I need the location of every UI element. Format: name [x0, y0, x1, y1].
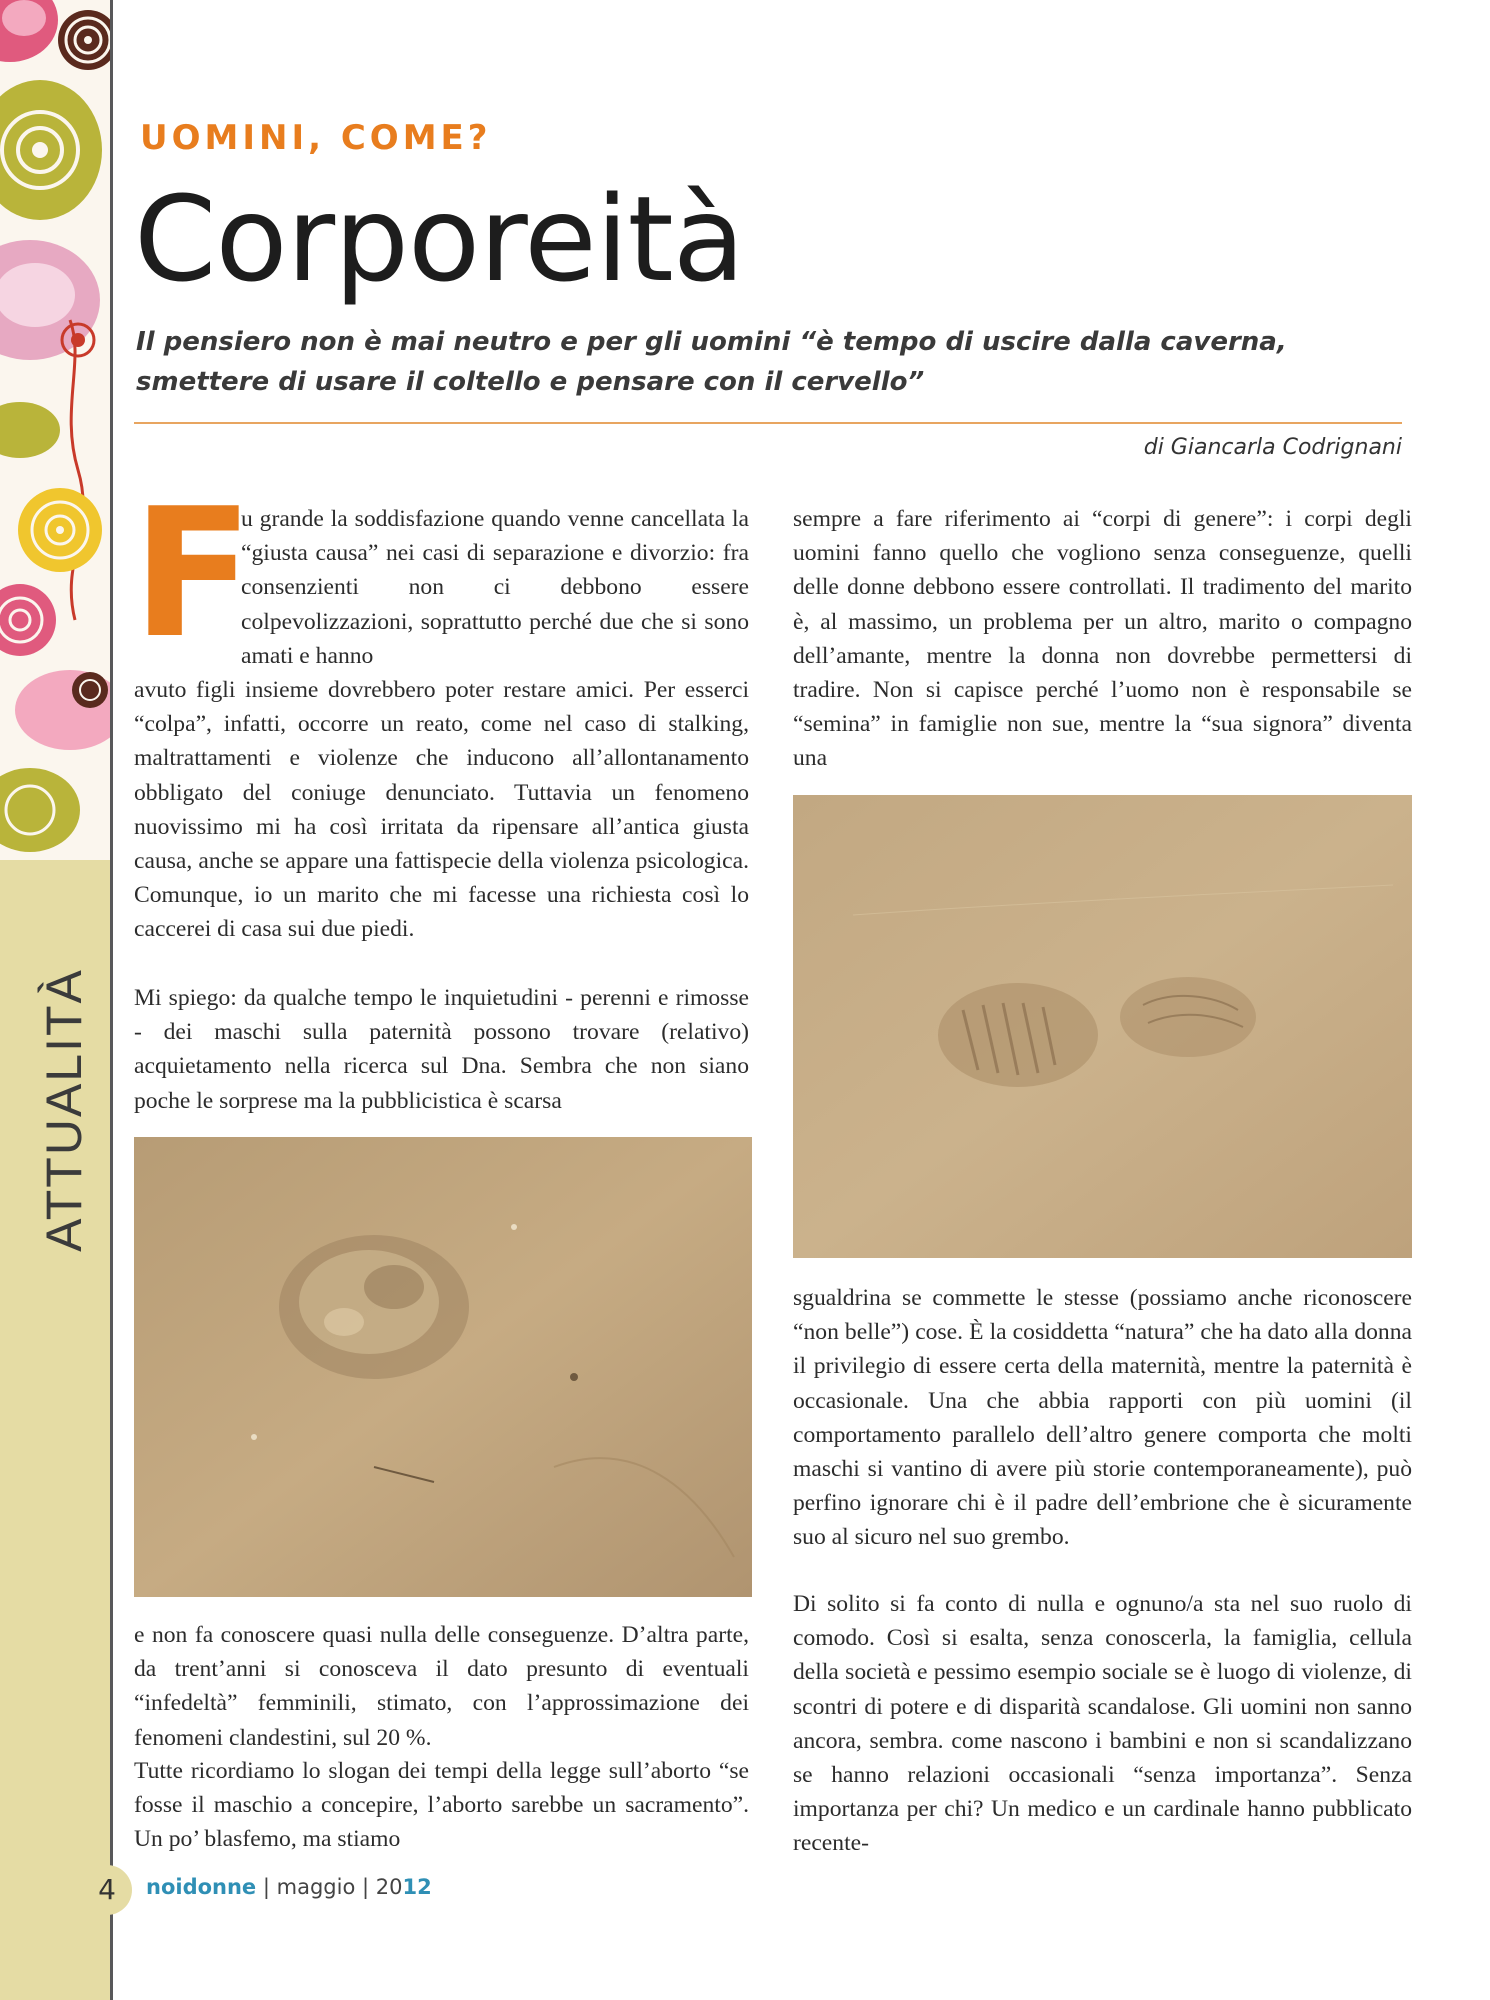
author-byline: di Giancarla Codrignani: [1143, 435, 1402, 460]
article-paragraph: avuto figli insieme dovrebbero poter restare amici. Per esserci “colpa”, infatti, occorre un reato, come nel caso di stalking, maltrattamenti e violenze che inducono all’allontanamento obbligato del coniuge denunciato. Tuttavia un fenomeno nuovissimo mi ha così irritata da ripensare all’antica giusta causa, anche se appare una fattispecie della violenza psicologica. Comunque, io un marito che mi facesse una richiesta così lo caccerei di casa sui due piedi.: [134, 677, 749, 943]
issue-month: maggio: [276, 1875, 356, 1899]
article-title: Corporeità: [134, 170, 745, 308]
article-paragraph: sempre a fare riferimento ai “corpi di genere”: i corpi degli uomini fanno quello che vogliono senza conseguenze, quelli delle donne debbono essere controllati. Il tradimento del marito è, al massimo, un problema per un altro, marito o compagno dell’amante, mentre la donna non dovrebbe permettersi di tradire. Non si capisce perché l’uomo non è responsabile se “semina” in famiglie non sue, mentre la “sua signora” diventa una: [793, 506, 1412, 772]
sand-shoeprint-photo: [793, 795, 1412, 1258]
divider-line: [110, 0, 113, 2000]
article-subtitle: Il pensiero non è mai neutro e per gli uomini “è tempo di uscire dalla caverna, smettere di usare il coltello e pensare con il cervello”: [136, 327, 1287, 397]
article-paragraph: Tutte ricordiamo lo slogan dei tempi della legge sull’aborto “se fosse il maschio a concepire, l’aborto sarebbe un sacramento”. Un po’ blasfemo, ma stiamo: [134, 1758, 749, 1853]
footer-separator: |: [355, 1875, 376, 1899]
issue-year-prefix: 20: [375, 1875, 403, 1899]
floral-pattern-icon: [0, 0, 112, 860]
article-paragraph: sgualdrina se commette le stesse (possiamo anche riconoscere “non belle”) cose. È la cosiddetta “natura” che ha dato alla donna il privilegio di essere certa della maternità, mentre la paternità è occasionale. Una che abbia rapporti con più uomini (il comportamento parallelo dell’altro genere comporta che molti maschi si vantino di avere più storie contemporaneamente), può perfino ignorare chi è il padre dell’embrione che è sicuramente suo al sicuro nel suo grembo.: [793, 1285, 1412, 1551]
drop-cap: F: [132, 470, 254, 677]
header-rule: [134, 422, 1402, 424]
magazine-brand: noidonne: [146, 1875, 257, 1899]
article-paragraph: Mi spiego: da qualche tempo le inquietudini - perenni e rimosse - dei maschi sulla paternità possono trovare (relativo) acquietamento nella ricerca sul Dna. Sembra che non siano poche le sorprese ma la pubblicistica è scarsa: [134, 985, 749, 1114]
shoeprint-image: [793, 795, 1412, 1258]
article-paragraph: Di solito si fa conto di nulla e ognuno/a sta nel suo ruolo di comodo. Così si esalta, senza conoscerla, la famiglia, cellula della società e pessimo esempio sociale se è luogo di violenze, di scontri di potere e di disparità scandalose. Gli uomini non sanno ancora, sembra. come nascono i bambini e non si scandalizzano se hanno relazioni occasionali “senza importanza”. Senza importanza per chi? Un medico e un cardinale hanno pubblicato recente-: [793, 1591, 1412, 1857]
column-kicker: UOMINI, COME?: [140, 118, 492, 158]
footer-masthead: [146, 1875, 432, 1899]
article-paragraph: u grande la soddisfazione quando venne cancellata la “giusta causa” nei casi di separazione e divorzio: fra consenzienti non ci debbono essere colpevolizzazioni, soprattutto perché due che si sono amati e hanno: [241, 506, 749, 669]
article-paragraph: e non fa conoscere quasi nulla delle conseguenze. D’altra parte, da trent’anni si conosceva il dato presunto di eventuali “infedeltà” femminili, stimato, con l’approssimazione dei fenomeni clandestini, sul 20 %.: [134, 1622, 749, 1751]
issue-year-suffix: 12: [402, 1875, 432, 1899]
section-label: ATTUALITÀ: [36, 968, 92, 1252]
sand-footprint-photo: [134, 1137, 752, 1597]
footprint-image: [134, 1137, 752, 1597]
footer-separator: |: [256, 1875, 277, 1899]
page-number: 4: [82, 1865, 132, 1915]
